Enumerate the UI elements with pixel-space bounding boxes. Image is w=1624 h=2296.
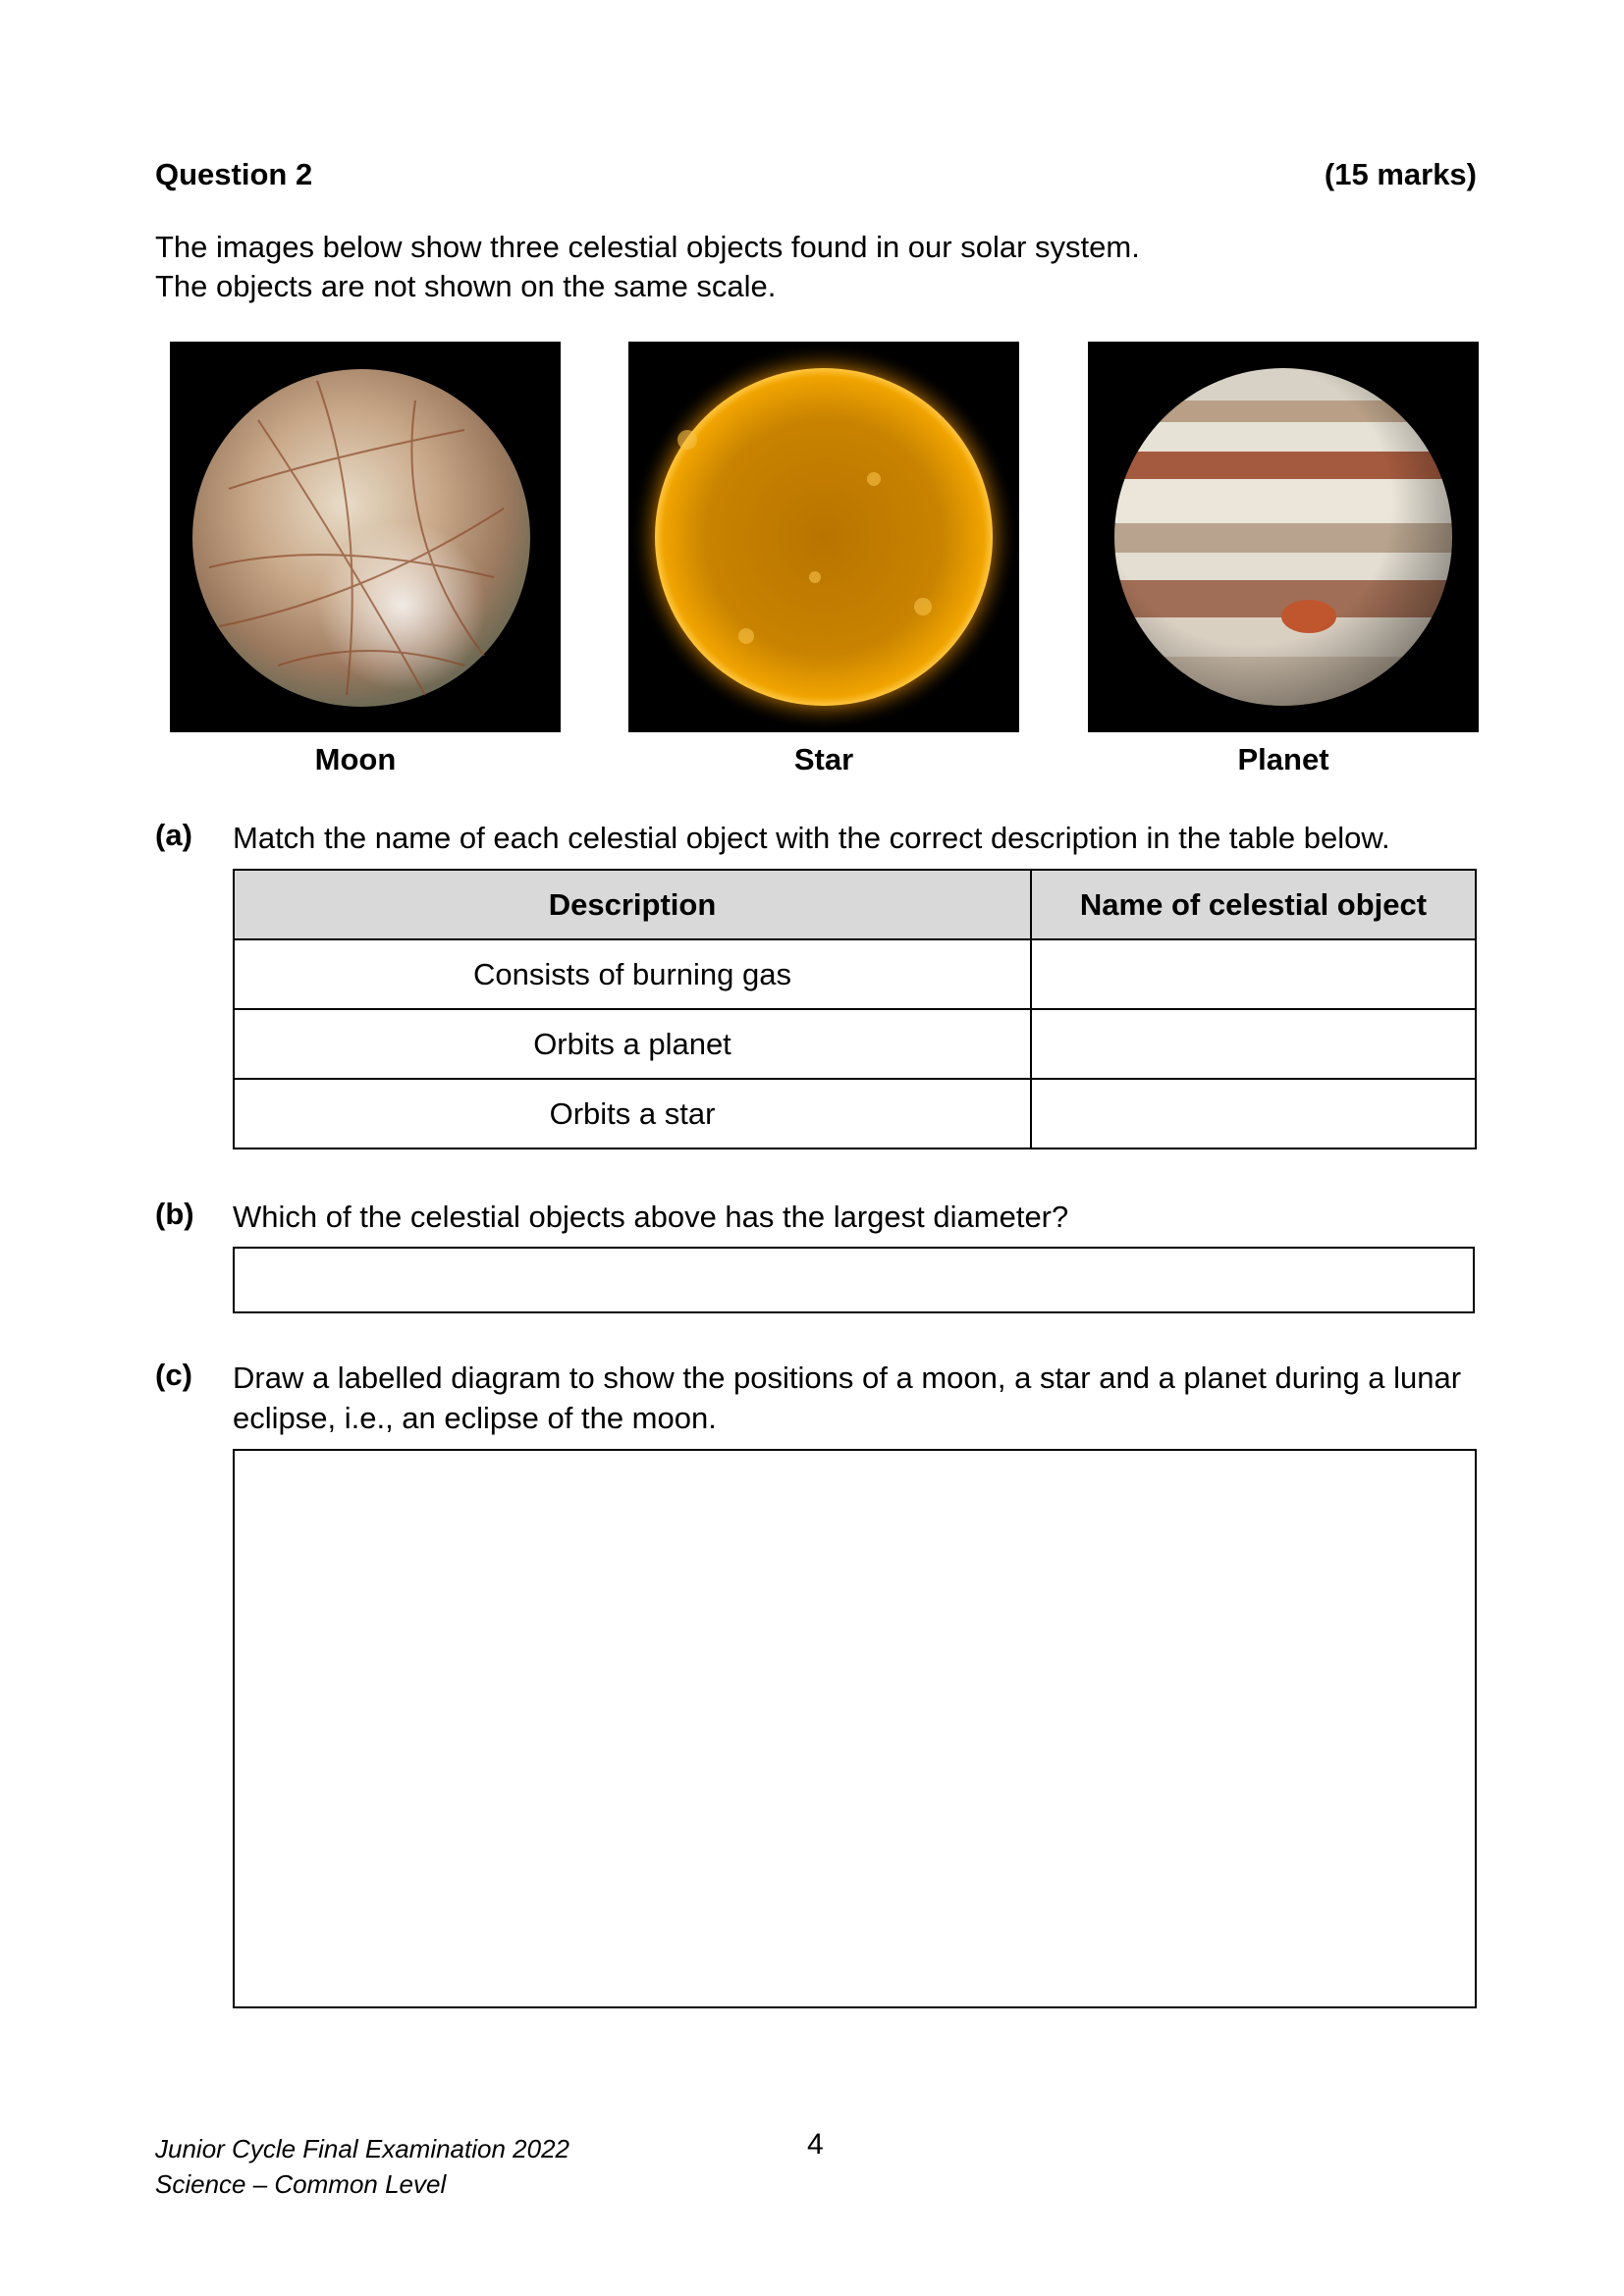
row-answer-cell[interactable] — [1031, 1079, 1476, 1148]
row-answer-cell[interactable] — [1031, 939, 1476, 1009]
part-c-text: Draw a labelled diagram to show the positions of a moon, a star and a planet during a lunar eclipse, i.e., an eclipse of the moon. — [233, 1361, 1462, 1435]
matching-table — [233, 869, 1477, 1149]
jupiter-icon — [1088, 342, 1479, 732]
header-name: Name of celestial object — [1031, 870, 1476, 939]
part-b-text: Which of the celestial objects above has the largest diameter? — [233, 1200, 1069, 1234]
table-row — [234, 1009, 1476, 1079]
table-header-row — [234, 870, 1476, 939]
row-description: Orbits a star — [234, 1079, 1031, 1148]
row-description: Consists of burning gas — [234, 939, 1031, 1009]
part-c-label: (c) — [155, 1358, 192, 1392]
intro-line-2: The objects are not shown on the same scale. — [155, 269, 777, 303]
footer-subject: Science – Common Level — [155, 2169, 447, 2199]
intro-line-1: The images below show three celestial objects found in our solar system. — [155, 230, 1140, 264]
part-b-answer-box[interactable] — [233, 1247, 1475, 1313]
moon-caption: Moon — [314, 742, 397, 776]
moon-europa-icon — [170, 342, 561, 732]
table-row — [234, 1079, 1476, 1148]
question-marks: (15 marks) — [1324, 157, 1477, 191]
star-caption: Star — [793, 742, 854, 776]
part-b-label: (b) — [155, 1197, 194, 1231]
table-row — [234, 939, 1476, 1009]
planet-caption: Planet — [1237, 742, 1329, 776]
part-a-text: Match the name of each celestial object with the correct description in the table below. — [233, 821, 1390, 855]
question-title: Question 2 — [155, 157, 313, 191]
part-a-label: (a) — [155, 818, 192, 852]
header-description: Description — [234, 870, 1031, 939]
footer-exam-title: Junior Cycle Final Examination 2022 — [155, 2134, 569, 2163]
row-answer-cell[interactable] — [1031, 1009, 1476, 1079]
page-number: 4 — [807, 2128, 824, 2161]
sun-icon — [628, 342, 1019, 732]
part-c-drawing-box[interactable] — [233, 1449, 1477, 2008]
row-description: Orbits a planet — [234, 1009, 1031, 1079]
footer — [155, 2131, 569, 2202]
